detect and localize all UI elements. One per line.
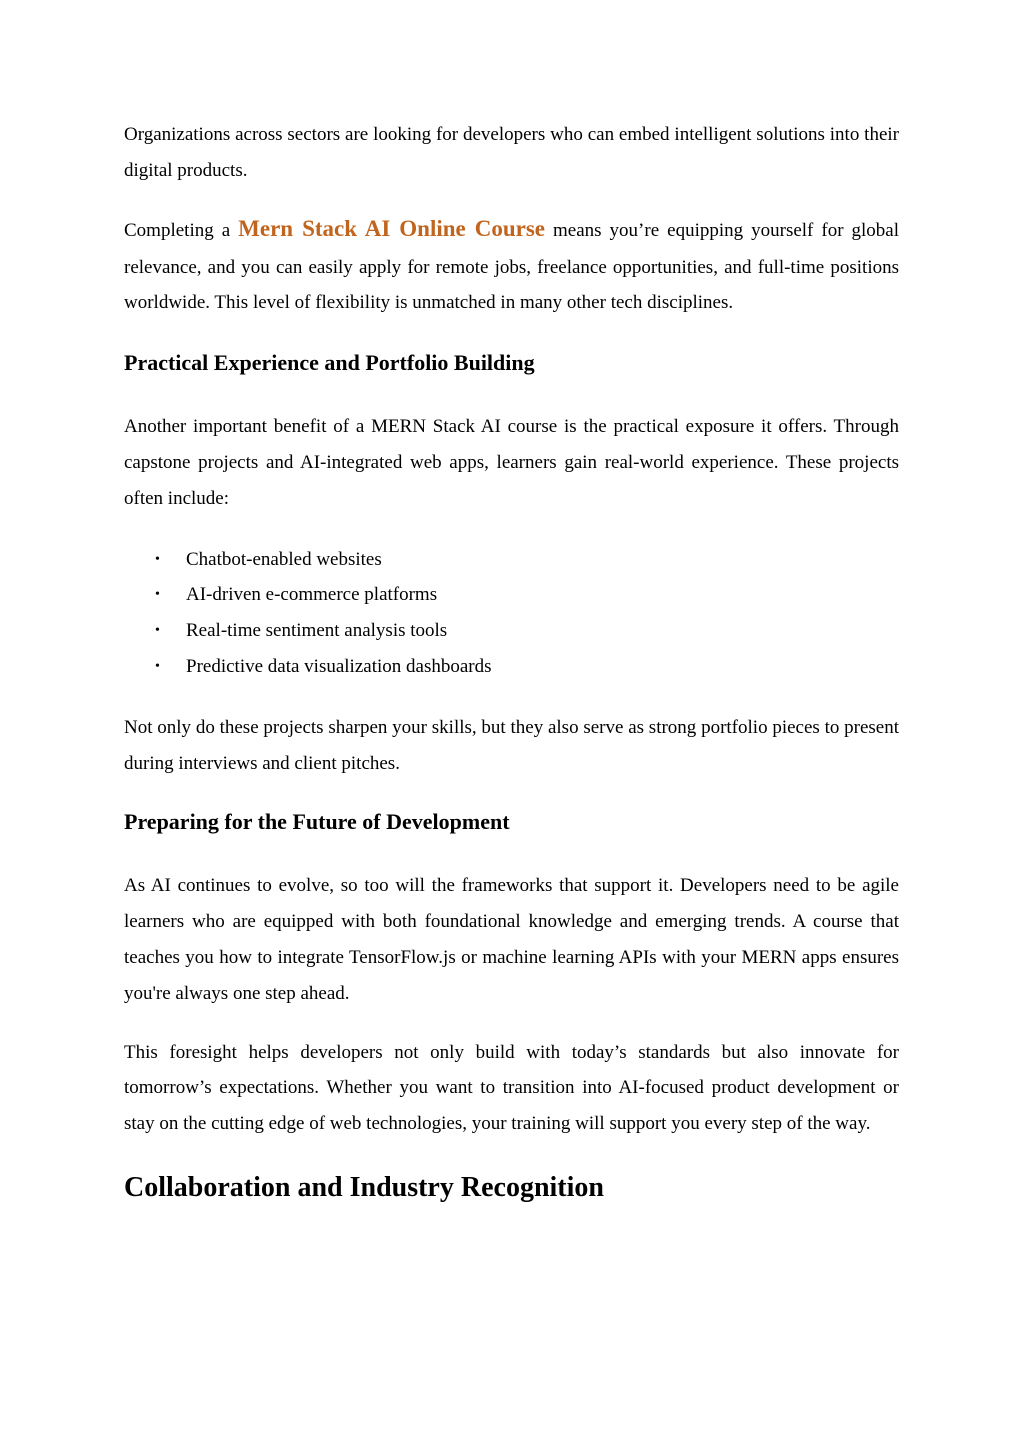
- future-paragraph-1: As AI continues to evolve, so too will the frameworks that support it. Developers need to be agile learners who are equipped with both foundational knowledge and emerging trends. A course that teaches you how to integrate TensorFlow.js or machine learning APIs with your MERN apps ensures you're always one step ahead.: [124, 875, 899, 1004]
- heading-practical-experience: Practical Experience and Portfolio Building: [124, 350, 535, 376]
- course-paragraph-prefix: Completing a: [124, 219, 239, 241]
- list-item: [124, 613, 899, 649]
- heading-future-development: Preparing for the Future of Development: [124, 809, 510, 835]
- list-item: [124, 542, 899, 578]
- list-item-label: AI-driven e-commerce platforms: [186, 584, 438, 606]
- intro-paragraph: Organizations across sectors are looking for developers who can embed intelligent solutions into their digital products.: [124, 124, 899, 181]
- course-paragraph-suffix: means you’re equipping yourself for global relevance, and you can easily apply for remote jobs, freelance opportunities, and full-time positions worldwide. This level of flexibility is unmatched in many other tech disciplines.: [124, 219, 900, 314]
- practical-paragraph: Another important benefit of a MERN Stack AI course is the practical exposure it offers. Through capstone projects and AI-integrated web apps, learners gain real-world experience. These projects often include:: [124, 416, 899, 509]
- bullet-icon: •: [155, 623, 160, 639]
- future-paragraph-2: This foresight helps developers not only build with today’s standards but also innovate for tomorrow’s expectations. Whether you want to transition into AI-focused product development or stay on the cutting edge of web technologies, your training will support you every step of the way.: [124, 1041, 899, 1135]
- list-item-label: Chatbot-enabled websites: [186, 548, 382, 570]
- bullet-icon: •: [155, 658, 160, 674]
- portfolio-paragraph: Not only do these projects sharpen your skills, but they also serve as strong portfolio pieces to present during interviews and client pitches.: [124, 716, 899, 774]
- list-item: [124, 649, 899, 685]
- list-item-label: Real-time sentiment analysis tools: [186, 620, 448, 642]
- heading-collaboration: Collaboration and Industry Recognition: [124, 1171, 604, 1203]
- bullet-icon: •: [155, 551, 160, 567]
- course-paragraph: [124, 210, 899, 322]
- course-link[interactable]: Mern Stack AI Online Course: [238, 215, 546, 241]
- document-page: [124, 117, 899, 1206]
- list-item: [124, 577, 899, 613]
- list-item-label: Predictive data visualization dashboards: [186, 655, 492, 677]
- bullet-icon: •: [155, 587, 160, 603]
- project-list: [124, 542, 899, 685]
